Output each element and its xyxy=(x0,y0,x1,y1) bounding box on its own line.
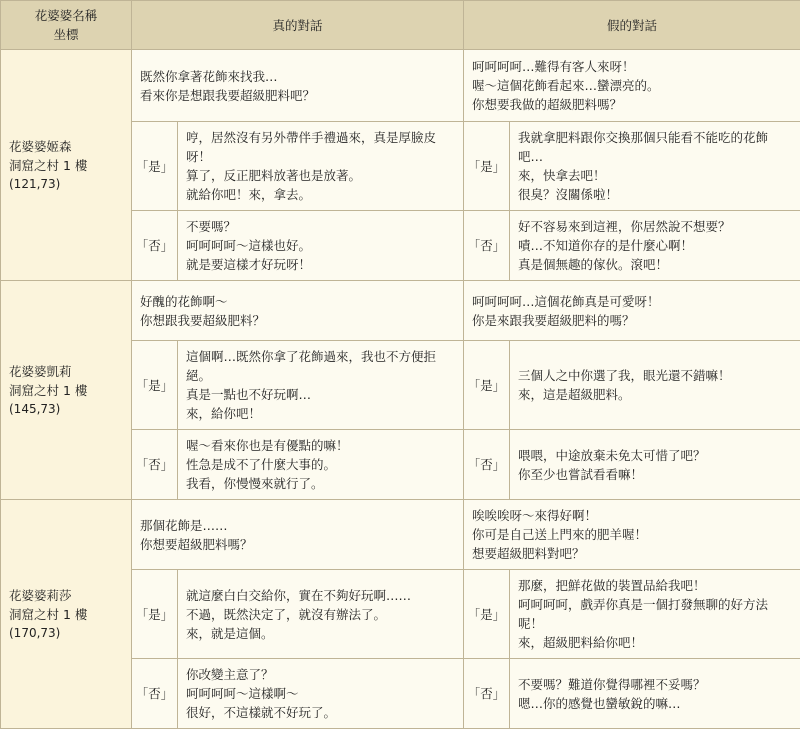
table-header-row xyxy=(1,1,800,50)
true-no-reply-cell xyxy=(178,659,464,729)
dialogue-line: 喔～這個花飾看起來…蠻漂亮的。 xyxy=(472,76,792,95)
dialogue-line: 你可是自己送上門來的肥羊喔！ xyxy=(472,525,792,544)
dialogue-line: 既然你拿著花飾來找我… xyxy=(140,67,455,86)
table-row xyxy=(1,500,800,570)
false-no-answer-label: 「否」 xyxy=(464,659,510,729)
true-yes-reply-cell xyxy=(178,570,464,659)
granny-location: 洞窟之村 1 樓 xyxy=(9,156,123,175)
granny-name-cell xyxy=(1,500,132,729)
dialogue-line: 嗯…你的感覺也蠻敏銳的嘛… xyxy=(518,694,792,713)
true-intro-cell xyxy=(132,50,464,122)
granny-name: 花婆婆凱莉 xyxy=(9,362,123,381)
table-row xyxy=(1,281,800,341)
false-no-reply-cell xyxy=(510,659,800,729)
true-yes-reply-cell xyxy=(178,341,464,430)
false-yes-reply-cell xyxy=(510,570,800,659)
true-intro-cell xyxy=(132,500,464,570)
dialogue-line: 那麼，把鮮花做的裝置品給我吧！ xyxy=(518,576,792,595)
dialogue-line: 來，這是超級肥料。 xyxy=(518,385,792,404)
false-no-reply-cell xyxy=(510,430,800,500)
true-yes-reply-cell xyxy=(178,122,464,211)
dialogue-line: 喔～看來你也是有優點的嘛！ xyxy=(186,436,455,455)
dialogue-line: 不過，既然決定了，就沒有辦法了。 xyxy=(186,605,455,624)
dialogue-line: 好醜的花飾啊～ xyxy=(140,292,455,311)
dialogue-line: 很好，不這樣就不好玩了。 xyxy=(186,703,455,722)
dialogue-line: 想要超級肥料對吧？ xyxy=(472,544,792,563)
coords-col-label: 坐標 xyxy=(1,25,131,44)
dialogue-line: 看來你是想跟我要超級肥料吧？ xyxy=(140,86,455,105)
dialogue-line: 性急是成不了什麼大事的。 xyxy=(186,455,455,474)
dialogue-line: 呵呵呵呵，戲弄你真是一個打發無聊的好方法 xyxy=(518,595,792,614)
dialogue-line: 來，快拿去吧！ xyxy=(518,166,792,185)
false-intro-cell xyxy=(464,500,800,570)
true-no-reply-cell xyxy=(178,211,464,281)
true-no-answer-label: 「否」 xyxy=(132,659,178,729)
dialogue-line: 唉唉唉呀～來得好啊！ xyxy=(472,506,792,525)
name-col-label: 花婆婆名稱 xyxy=(1,6,131,25)
true-no-answer-label: 「否」 xyxy=(132,211,178,281)
dialogue-line: 就這麼白白交給你，實在不夠好玩啊…… xyxy=(186,586,455,605)
false-yes-answer-label: 「是」 xyxy=(464,341,510,430)
true-yes-answer-label: 「是」 xyxy=(132,122,178,211)
false-intro-cell xyxy=(464,50,800,122)
dialogue-line: 就給你吧！來，拿去。 xyxy=(186,185,455,204)
dialogue-line: 很臭？沒關係啦！ xyxy=(518,185,792,204)
dialogue-line: 那個花飾是…… xyxy=(140,516,455,535)
dialogue-line: 你想跟我要超級肥料？ xyxy=(140,311,455,330)
dialogue-line: 呢！ xyxy=(518,614,792,633)
dialogue-line: 呵呵呵呵～這樣也好。 xyxy=(186,236,455,255)
granny-name: 花婆婆莉莎 xyxy=(9,586,123,605)
dialogue-line: 真是一點也不好玩啊… xyxy=(186,385,455,404)
false-yes-reply-cell xyxy=(510,341,800,430)
dialogue-line: 你想要超級肥料嗎？ xyxy=(140,535,455,554)
true-dialogue-header: 真的對話 xyxy=(132,1,464,50)
granny-location: 洞窟之村 1 樓 xyxy=(9,381,123,400)
dialogue-line: 你是來跟我要超級肥料的嗎？ xyxy=(472,311,792,330)
dialogue-line: 你改變主意了？ xyxy=(186,665,455,684)
dialogue-line: 你至少也嘗試看看嘛！ xyxy=(518,465,792,484)
dialogue-line: 嘖…不知道你存的是什麼心啊！ xyxy=(518,236,792,255)
true-no-answer-label: 「否」 xyxy=(132,430,178,500)
dialogue-line: 呵呵呵呵…這個花飾真是可愛呀！ xyxy=(472,292,792,311)
dialogue-line: 喂喂，中途放棄未免太可惜了吧？ xyxy=(518,446,792,465)
granny-name: 花婆婆姬森 xyxy=(9,137,123,156)
dialogue-line: 我看，你慢慢來就行了。 xyxy=(186,474,455,493)
true-no-reply-cell xyxy=(178,430,464,500)
dialogue-line: 我就拿肥料跟你交換那個只能看不能吃的花飾 xyxy=(518,128,792,147)
false-yes-reply-cell xyxy=(510,122,800,211)
dialogue-line: 來，就是這個。 xyxy=(186,624,455,643)
granny-name-cell xyxy=(1,281,132,500)
dialogue-line: 吧… xyxy=(518,147,792,166)
granny-name-cell xyxy=(1,50,132,281)
dialogue-line: 來，超級肥料給你吧！ xyxy=(518,633,792,652)
false-intro-cell xyxy=(464,281,800,341)
dialogue-line: 絕。 xyxy=(186,366,455,385)
dialogue-line: 來，給你吧！ xyxy=(186,404,455,423)
false-dialogue-header: 假的對話 xyxy=(464,1,800,50)
dialogue-line: 你想要我做的超級肥料嗎？ xyxy=(472,95,792,114)
true-intro-cell xyxy=(132,281,464,341)
dialogue-line: 呀！ xyxy=(186,147,455,166)
granny-coords: (121,73) xyxy=(9,175,123,194)
dialogue-line: 好不容易來到這裡，你居然說不想要？ xyxy=(518,217,792,236)
true-yes-answer-label: 「是」 xyxy=(132,570,178,659)
dialogue-line: 這個啊…既然你拿了花飾過來，我也不方便拒 xyxy=(186,347,455,366)
true-yes-answer-label: 「是」 xyxy=(132,341,178,430)
false-yes-answer-label: 「是」 xyxy=(464,122,510,211)
false-no-reply-cell xyxy=(510,211,800,281)
granny-coords: (170,73) xyxy=(9,624,123,643)
table-row xyxy=(1,50,800,122)
dialogue-line: 真是個無趣的傢伙。滾吧！ xyxy=(518,255,792,274)
dialogue-line: 呵呵呵呵～這樣啊～ xyxy=(186,684,455,703)
dialogue-line: 算了，反正肥料放著也是放著。 xyxy=(186,166,455,185)
granny-location: 洞窟之村 1 樓 xyxy=(9,605,123,624)
dialogue-line: 呵呵呵呵…難得有客人來呀！ xyxy=(472,57,792,76)
false-no-answer-label: 「否」 xyxy=(464,430,510,500)
dialogue-line: 三個人之中你選了我，眼光還不錯嘛！ xyxy=(518,366,792,385)
dialogue-line: 不要嗎？難道你覺得哪裡不妥嗎？ xyxy=(518,675,792,694)
dialogue-line: 就是要這樣才好玩呀！ xyxy=(186,255,455,274)
granny-coords: (145,73) xyxy=(9,400,123,419)
dialogue-line: 不要嗎？ xyxy=(186,217,455,236)
false-no-answer-label: 「否」 xyxy=(464,211,510,281)
false-yes-answer-label: 「是」 xyxy=(464,570,510,659)
name-column-header xyxy=(1,1,132,50)
dialogue-line: 哼，居然沒有另外帶伴手禮過來，真是厚臉皮 xyxy=(186,128,455,147)
